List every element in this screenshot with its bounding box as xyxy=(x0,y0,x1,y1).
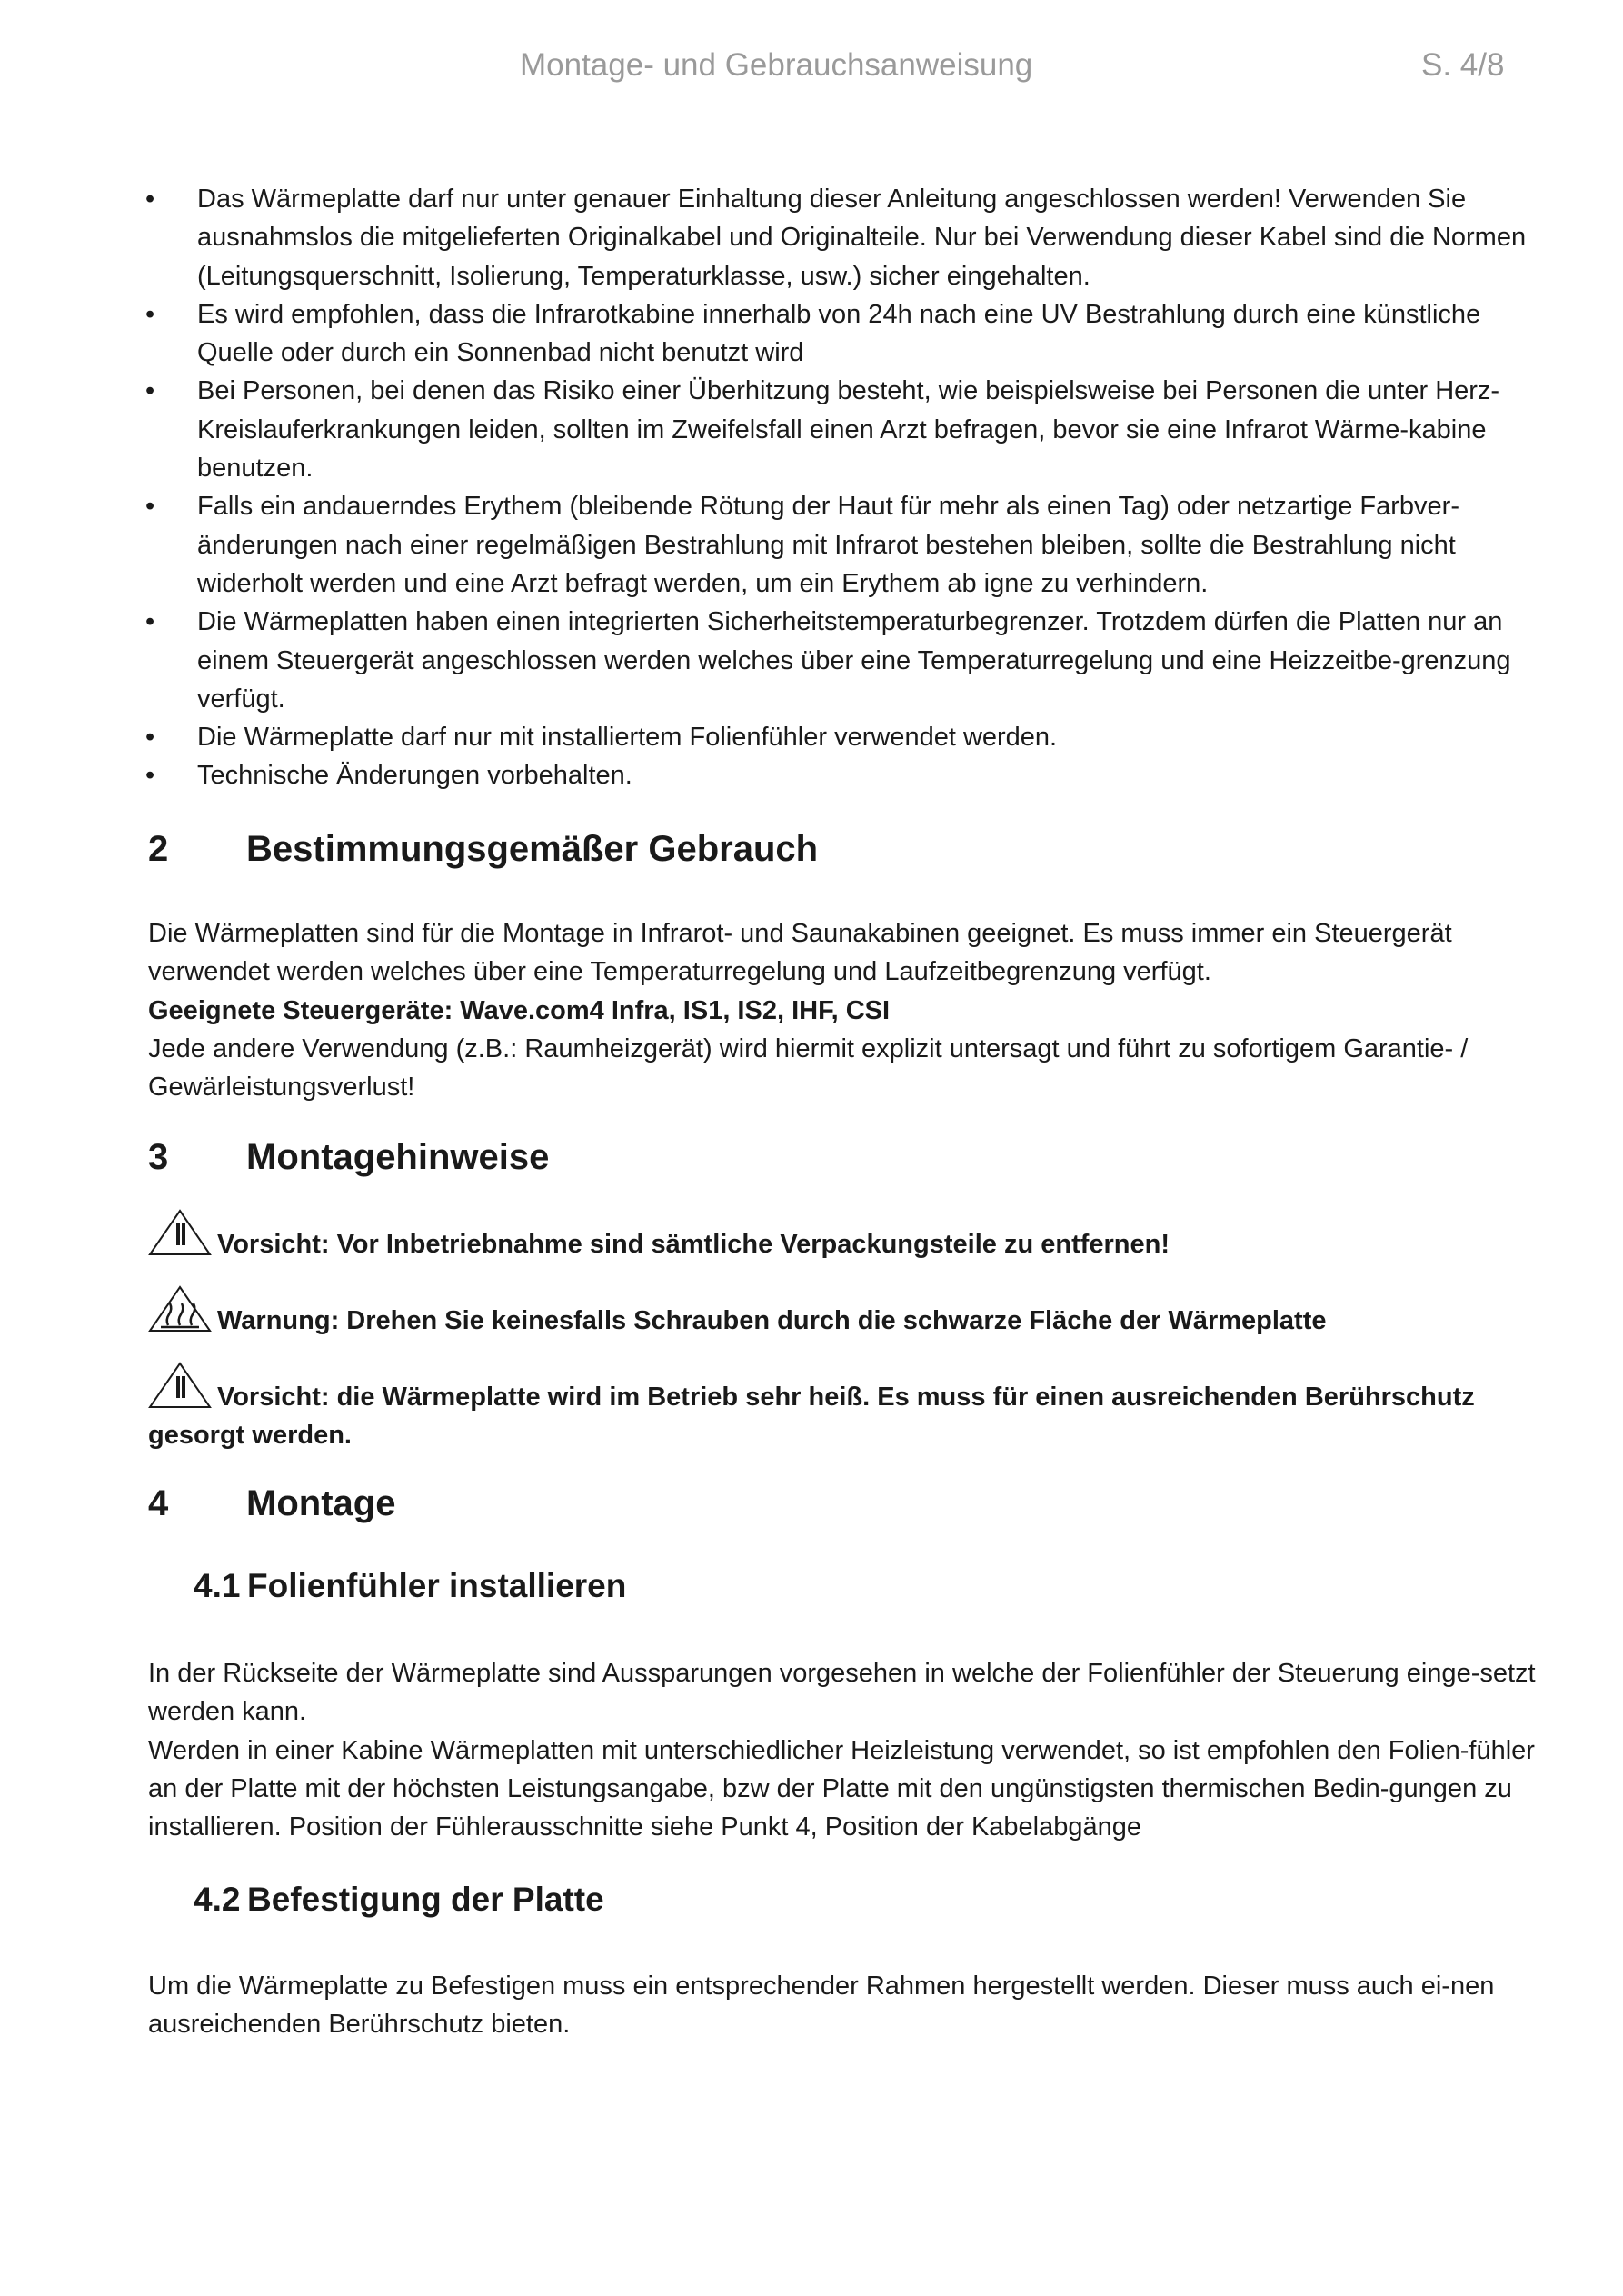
bullet-marker: • xyxy=(145,607,155,637)
paragraph: Werden in einer Kabine Wärmeplatten mit unterschiedlicher Heizleistung verwendet, so ist empfohlen den Folien-fühler an der Platte mit der höchsten Leistungsangabe, bzw der Platte mit den ungünstigsten thermischen Bedin-gungen zu installieren. Position der Fühlerausschnitte siehe Punkt 4, Position der Kabelabgänge xyxy=(148,1735,1535,1842)
caution-triangle-icon xyxy=(148,1362,212,1409)
bullet-marker: • xyxy=(145,761,155,791)
list-item xyxy=(145,718,1545,756)
list-item-text: Bei Personen, bei denen das Risiko einer Überhitzung besteht, wie beispielsweise bei Personen die unter Herz-Kreislauferkrankungen leiden, sollten im Zweifelsfall einen Arzt befragen, bevor sie eine Infrarot Wärme-kabine benutzen. xyxy=(197,376,1500,484)
subsection-4-1-body xyxy=(148,1654,1548,1846)
bullet-marker: • xyxy=(145,492,155,522)
warning-text: Vorsicht: die Wärmeplatte wird im Betrieb sehr heiß. Es muss für einen ausreichenden Berührschutz gesorgt werden. xyxy=(148,1383,1475,1451)
list-item-text: Technische Änderungen vorbehalten. xyxy=(197,761,632,791)
subsection-number: 4.2 xyxy=(194,1881,241,1918)
warning-text: Vorsicht: Vor Inbetriebnahme sind sämtliche Verpackungsteile zu entfernen! xyxy=(217,1230,1170,1259)
section-title: Bestimmungsgemäßer Gebrauch xyxy=(246,829,819,869)
list-item xyxy=(145,295,1545,373)
bullet-marker: • xyxy=(145,723,155,753)
list-item xyxy=(145,487,1545,603)
warning-text: Warnung: Drehen Sie keinesfalls Schrauben durch die schwarze Fläche der Wärmeplatte xyxy=(217,1306,1327,1335)
paragraph: In der Rückseite der Wärmeplatte sind Aussparungen vorgesehen in welche der Folienfühler der Steuerung einge-setzt werden kann. xyxy=(148,1659,1536,1727)
section-heading-3 xyxy=(148,1137,549,1178)
page-number: S. 4/8 xyxy=(1421,47,1505,83)
list-item xyxy=(145,372,1545,487)
warning-item xyxy=(148,1209,1548,1263)
bullet-marker: • xyxy=(145,185,155,214)
paragraph: Jede andere Verwendung (z.B.: Raumheizgerät) wird hiermit explizit untersagt und führt zu sofortigem Garantie- / Gewärleistungsverlust! xyxy=(148,1033,1469,1103)
list-item-text: Die Wärmeplatte darf nur mit installiertem Folienfühler verwendet werden. xyxy=(197,723,1058,753)
subsection-heading-4-1 xyxy=(194,1567,626,1605)
subsection-number: 4.1 xyxy=(194,1567,241,1604)
list-item xyxy=(145,756,1545,794)
list-item-text: Das Wärmeplatte darf nur unter genauer Einhaltung dieser Anleitung angeschlossen werden! Verwenden Sie ausnahmslos die mitgelieferten Originalkabel und Originalteile. Nur bei Verwendung dieser Kabel sind die Normen (Leitungsquerschnitt, Isolierung, Temperaturklasse, usw.) sicher eingehalten. xyxy=(197,185,1527,291)
subsection-title: Befestigung der Platte xyxy=(247,1881,604,1918)
section-title: Montagehinweise xyxy=(246,1137,550,1177)
header-title: Montage- und Gebrauchsanweisung xyxy=(520,47,1033,83)
section-number: 4 xyxy=(148,1483,169,1523)
section-number: 2 xyxy=(148,829,169,869)
subsection-title: Folienfühler installieren xyxy=(247,1567,627,1604)
subsection-heading-4-2 xyxy=(194,1881,604,1919)
list-item-text: Die Wärmeplatten haben einen integrierten Sicherheitstemperaturbegrenzer. Trotzdem dürfen die Platten nur an einem Steuergerät angeschlossen werden welches über eine Temperaturregelung und eine Heizzeitbe-grenzung verfügt. xyxy=(197,607,1511,714)
list-item-text: Es wird empfohlen, dass die Infrarotkabine innerhalb von 24h nach eine UV Bestrahlung durch eine künstliche Quelle oder durch ein Sonnenbad nicht benutzt wird xyxy=(197,299,1481,368)
hot-surface-triangle-icon xyxy=(148,1285,212,1333)
bullet-marker: • xyxy=(145,376,155,406)
safety-bullet-list xyxy=(145,180,1545,795)
paragraph: Die Wärmeplatten sind für die Montage in Infrarot- und Saunakabinen geeignet. Es muss immer ein Steuergerät verwendet werden welches über eine Temperaturregelung und Laufzeitbegrenzung verfügt. xyxy=(148,919,1452,987)
section-number: 3 xyxy=(148,1137,169,1177)
list-item xyxy=(145,603,1545,718)
caution-triangle-icon xyxy=(148,1209,212,1256)
bullet-marker: • xyxy=(145,299,155,329)
section-title: Montage xyxy=(246,1483,396,1523)
warning-item xyxy=(148,1285,1548,1340)
list-item-text: Falls ein andauerndes Erythem (bleibende Rötung der Haut für mehr als einen Tag) oder netzartige Farbver-änderungen nach einer regelmäßigen Bestrahlung mit Infrarot bestehen bleiben, sollte die Bestrahlung nicht widerholt werden und eine Arzt befragt werden, um ein Erythem ab igne zu verhindern. xyxy=(197,492,1459,598)
section-heading-2 xyxy=(148,829,818,870)
paragraph: Um die Wärmeplatte zu Befestigen muss ein entsprechender Rahmen hergestellt werden. Dieser muss auch ei-nen ausreichenden Berührschutz bieten. xyxy=(148,1972,1495,2040)
warning-item xyxy=(148,1362,1548,1455)
section-2-body xyxy=(148,914,1548,1106)
suitable-controllers: Geeignete Steuergeräte: Wave.com4 Infra, IS1, IS2, IHF, CSI xyxy=(148,995,891,1025)
subsection-4-2-body xyxy=(148,1967,1548,2044)
list-item xyxy=(145,180,1545,295)
section-heading-4 xyxy=(148,1483,395,1524)
